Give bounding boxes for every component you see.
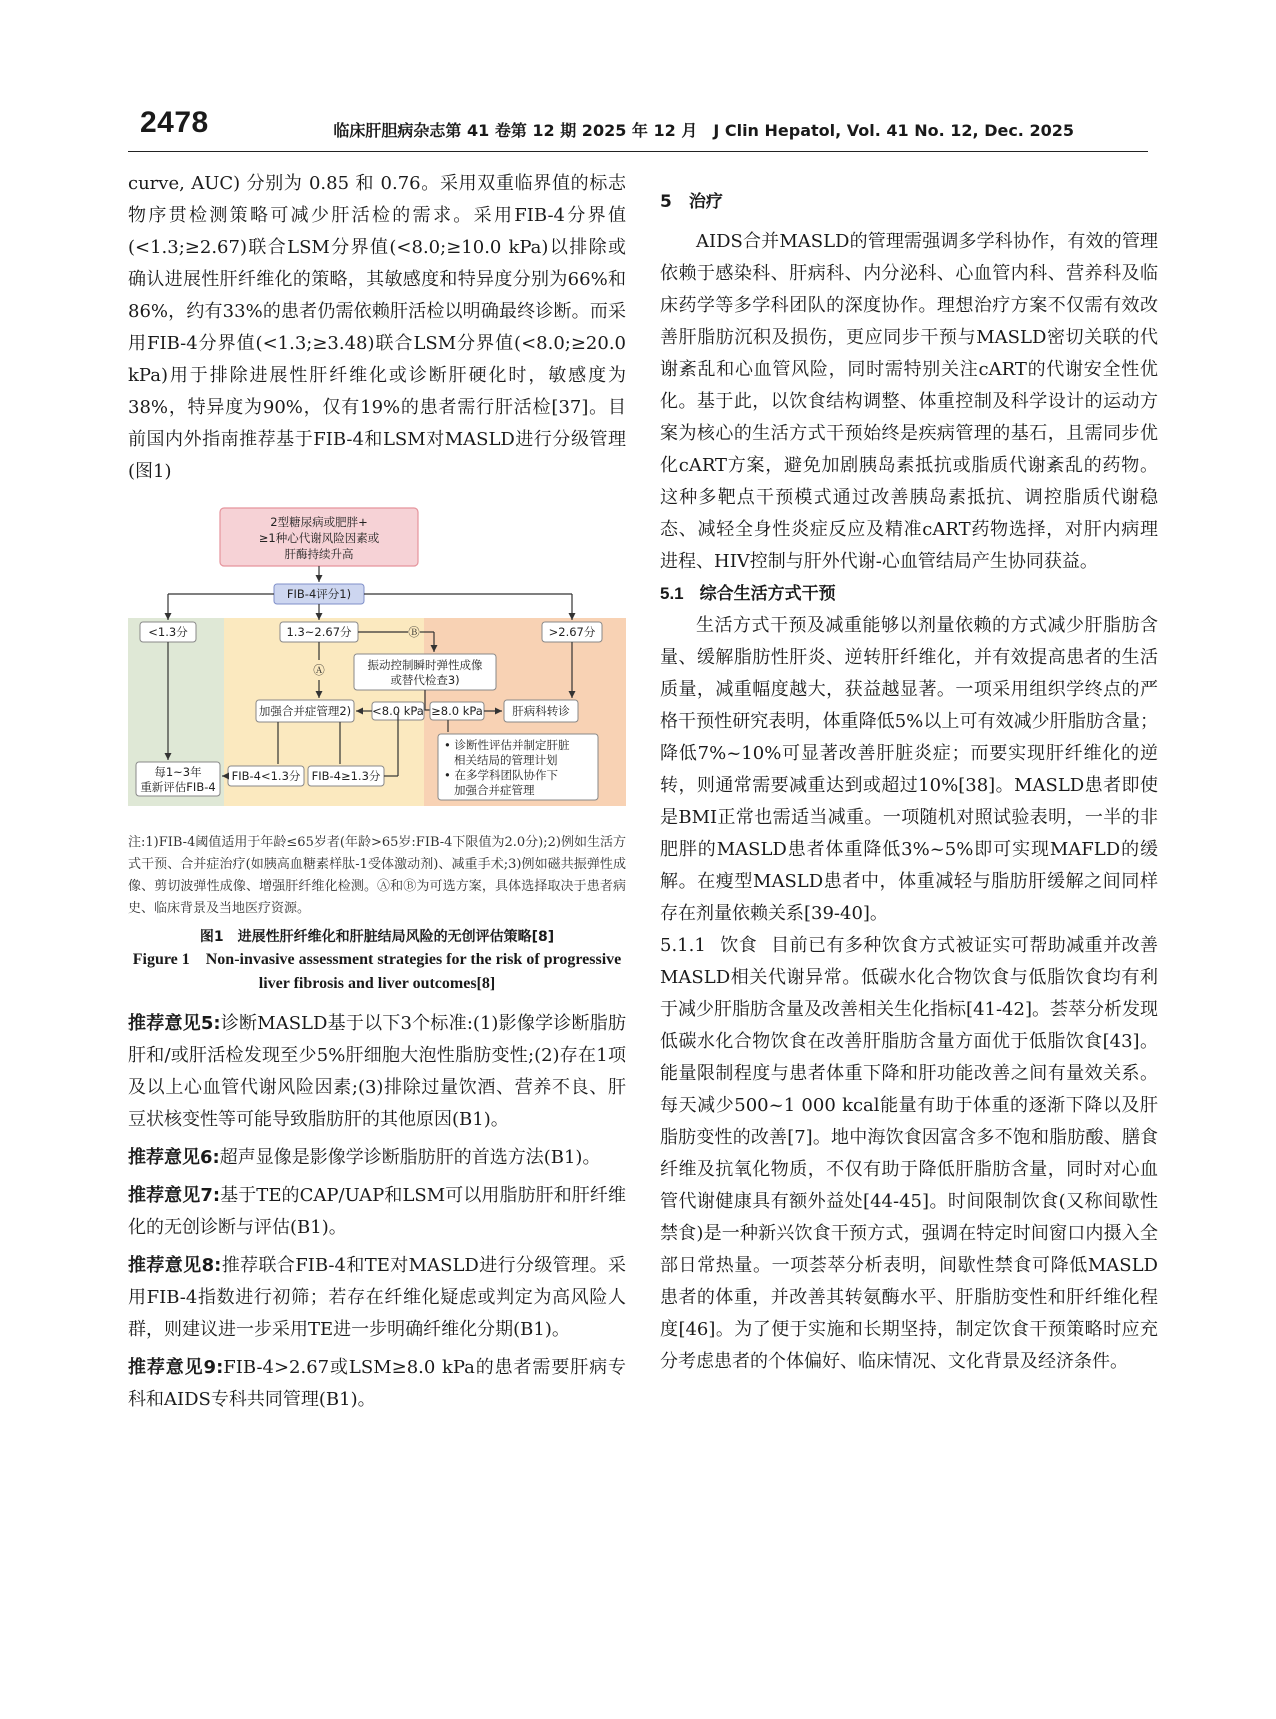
lifestyle-paragraph: 生活方式干预及减重能够以剂量依赖的方式减少肝脂肪含量、缓解脂肪性肝炎、逆转肝纤维化，并有效提高患者的生活质量，减重幅度越大，获益越显著。一项采用组织学终点的严格干预性研究表明，体重降低5%以上可有效减少肝脂肪含量；降低7%~10%可显著改善肝脏炎症；而要实现肝纤维化的逆转，则通常需要减重达到或超过10%[38]。MASLD患者即使是BMI正常也需适当减重。一项随机对照试验表明，一半的非肥胖的MASLD患者体重降低3%~5%即可实现MAFLD的缓解。在瘦型MASLD患者中，体重减轻与脂肪肝缓解之间同样存在剂量依赖关系[39-40]。 xyxy=(660,615,1158,924)
rec8-text: 推荐联合FIB-4和TE对MASLD进行分级管理。采用FIB-4指数进行初筛；若存在纤维化疑虑或判定为高风险人群，则建议进一步采用TE进一步明确纤维化分期(B1)。 xyxy=(128,1255,626,1340)
section-5-1-number: 5.1 xyxy=(660,584,684,603)
rec6-text: 超声显像是影像学诊断脂肪肝的首选方法(B1)。 xyxy=(219,1147,601,1168)
ge8-label: ≥8.0 kPa xyxy=(431,704,483,718)
vcte-line-1: 振动控制瞬时弹性成像 xyxy=(367,658,483,672)
fib4-ge-label: FIB-4≥1.3分 xyxy=(311,769,381,783)
lt8-label: <8.0 kPa xyxy=(372,704,424,718)
entry-line-2: ≥1种心代谢风险因素或 xyxy=(258,531,380,545)
figure-note: 注:1)FIB-4阈值适用于年龄≤65岁者(年龄>65岁:FIB-4下限值为2.0分);2)例如生活方式干预、合并症治疗(如胰高血糖素样肽-1受体激动剂)、减重手术;3)例如磁共振弹性成像、剪切波弹性成像、增强肝纤维化检测。Ⓐ和Ⓑ为可选方案，具体选择取决于患者病史、临床背景及当地医疗资源。 xyxy=(128,835,626,916)
plan-bullet-1b: 相关结局的管理计划 xyxy=(454,753,558,767)
rec9-lead: 推荐意见9: xyxy=(128,1357,224,1378)
recommendation-6 xyxy=(128,1142,626,1174)
section-5-heading: 5 治疗 xyxy=(660,192,723,212)
right-column xyxy=(660,186,1158,1378)
section-5-1-heading xyxy=(660,578,1158,610)
rec5-text: 诊断MASLD基于以下3个标准:(1)影像学诊断脂肪肝和/或肝活检发现至少5%肝细胞大泡性脂肪变性;(2)存在1项及以上心血管代谢风险因素;(3)排除过量饮酒、营养不良、肝豆状核变性等可能导致脂肪肝的其他原因(B1)。 xyxy=(128,1013,626,1130)
comorbidity-label: 加强合并症管理2) xyxy=(258,704,352,718)
low-risk-label: <1.3分 xyxy=(148,625,188,639)
hepatology-referral-label: 肝病科转诊 xyxy=(512,704,570,718)
recommendation-8 xyxy=(128,1250,626,1346)
option-b-marker: Ⓑ xyxy=(408,625,420,639)
rec9-text: FIB-4>2.67或LSM≥8.0 kPa的患者需要肝病专科和AIDS专科共同管理(B1)。 xyxy=(128,1357,626,1410)
figure-1-flowchart xyxy=(128,506,626,824)
intro-paragraph: curve, AUC) 分别为 0.85 和 0.76。采用双重临界值的标志物序贯检测策略可减少肝活检的需求。采用FIB-4分界值(<1.3;≥2.67)联合LSM分界值(<8.0;≥10.0 kPa)以排除或确认进展性肝纤维化的策略，其敏感度和特异度分别为66%和86%，约有33%的患者仍需依赖肝活检以明确最终诊断。而采用FIB-4分界值(<1.3;≥3.48)联合LSM分界值(<8.0;≥20.0 kPa)用于排除进展性肝纤维化或诊断肝硬化时，敏感度为38%，特异度为90%，仅有19%的患者需行肝活检[37]。目前国内外指南推荐基于FIB-4和LSM对MASLD进行分级管理(图1) xyxy=(128,173,626,482)
plan-bullet-1a: • 诊断性评估并制定肝脏 xyxy=(444,738,570,752)
rec8-lead: 推荐意见8: xyxy=(128,1255,222,1276)
diet-paragraph xyxy=(660,930,1158,1378)
journal-citation: 临床肝胆病杂志第 41 卷第 12 期 2025 年 12 月 J Clin Hepatol, Vol. 41 No. 12, Dec. 2025 xyxy=(333,121,1074,140)
left-column xyxy=(128,168,626,1416)
treatment-paragraph: AIDS合并MASLD的管理需强调多学科协作，有效的管理依赖于感染科、肝病科、内分泌科、心血管内科、营养科及临床药学等多学科团队的深度协作。理想治疗方案不仅需有效改善肝脂肪沉积及损伤，更应同步干预与MASLD密切关联的代谢紊乱和心血管风险，同时需特别关注cART的代谢安全性优化。基于此，以饮食结构调整、体重控制及科学设计的运动方案为核心的生活方式干预始终是疾病管理的基石，且需同步优化cART方案，避免加剧胰岛素抵抗或脂质代谢紊乱的药物。这种多靶点干预模式通过改善胰岛素抵抗、调控脂质代谢稳态、减轻全身性炎症反应及精准cART药物选择，对肝内病理进程、HIV控制与肝外代谢-心血管结局产生协同获益。 xyxy=(660,231,1158,572)
rec7-lead: 推荐意见7: xyxy=(128,1185,221,1206)
vcte-line-2: 或替代检查3) xyxy=(390,673,460,687)
caption-chinese: 图1 进展性肝纤维化和肝脏结局风险的无创评估策略[8] xyxy=(199,929,555,945)
option-a-marker: Ⓐ xyxy=(313,663,325,677)
recommendation-7 xyxy=(128,1180,626,1244)
plan-bullet-2b: 加强合并症管理 xyxy=(454,783,535,797)
high-risk-label: >2.67分 xyxy=(548,625,596,639)
page-number: 2478 xyxy=(140,106,209,139)
rec7-text: 基于TE的CAP/UAP和LSM可以用脂肪肝和肝纤维化的无创诊断与评估(B1)。 xyxy=(128,1185,626,1238)
entry-line-3: 肝酶持续升高 xyxy=(284,547,354,561)
section-5-1-title: 综合生活方式干预 xyxy=(699,584,836,604)
entry-line-1: 2型糖尿病或肥胖+ xyxy=(270,515,368,529)
page-header xyxy=(128,100,1148,152)
recommendation-9 xyxy=(128,1352,626,1416)
flowchart-svg xyxy=(128,506,626,824)
recommendation-5 xyxy=(128,1008,626,1136)
caption-english: Figure 1 Non-invasive assessment strategies for the risk of progressive liver fibrosis and liver outcomes[8] xyxy=(132,951,622,992)
section-5-1-1-number: 5.1.1 xyxy=(660,935,706,956)
rec5-lead: 推荐意见5: xyxy=(128,1013,221,1034)
reevaluate-line-2: 重新评估FIB-4 xyxy=(140,780,216,794)
fib4-score-label: FIB-4评分1) xyxy=(286,587,352,601)
mid-risk-label: 1.3~2.67分 xyxy=(286,625,352,639)
section-5-1-1-title: 饮食 xyxy=(719,935,758,956)
fib4-lt-label: FIB-4<1.3分 xyxy=(231,769,301,783)
reevaluate-line-1: 每1~3年 xyxy=(154,765,202,779)
figure-caption xyxy=(128,926,626,996)
diet-text: 目前已有多种饮食方式被证实可帮助减重并改善MASLD相关代谢异常。低碳水化合物饮食与低脂饮食均有利于减少肝脂肪含量及改善相关生化指标[41-42]。荟萃分析发现低碳水化合物饮食在改善肝脂肪含量方面优于低脂饮食[43]。能量限制程度与患者体重下降和肝功能改善之间有量效关系。每天减少500~1 000 kcal能量有助于体重的逐渐下降以及肝脂肪变性的改善[7]。地中海饮食因富含多不饱和脂肪酸、膳食纤维及抗氧化物质，不仅有助于降低肝脂肪含量，同时对心血管代谢健康具有额外益处[44-45]。时间限制饮食(又称间歇性禁食)是一种新兴饮食干预方式，强调在特定时间窗口内摄入全部日常热量。一项荟萃分析表明，间歇性禁食可降低MASLD患者的体重，并改善其转氨酶水平、肝脂肪变性和肝纤维化程度[46]。为了便于实施和长期坚持，制定饮食干预策略时应充分考虑患者的个体偏好、临床情况、文化背景及经济条件。 xyxy=(660,935,1159,1372)
plan-bullet-2a: • 在多学科团队协作下 xyxy=(444,768,558,782)
rec6-lead: 推荐意见6: xyxy=(128,1147,220,1168)
